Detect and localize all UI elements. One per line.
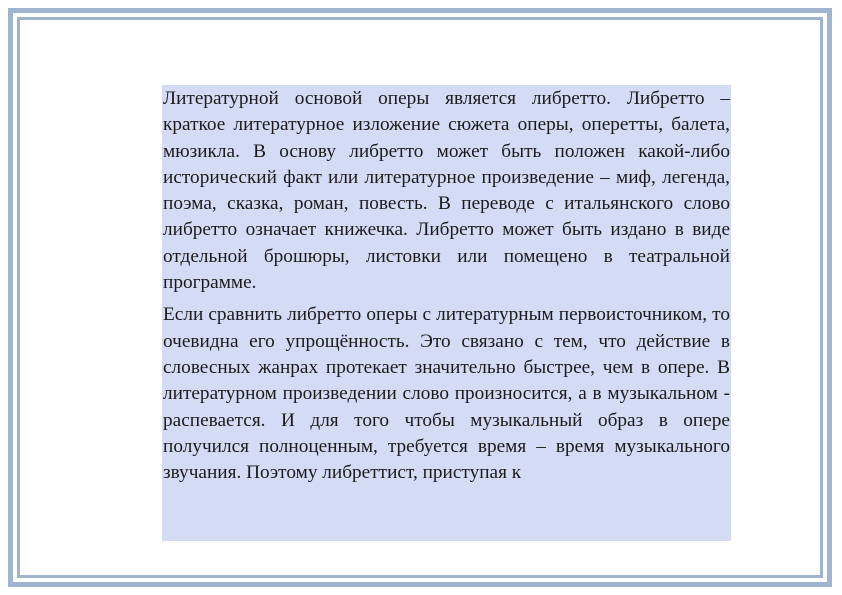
paragraph-libretto-definition: Литературной основой оперы является либретто. Либретто – краткое литературное изложение сюжета оперы, оперетты, балета, мюзикла. В основу либретто может быть положен какой-либо исторический факт или литературное произведение – миф, легенда, поэма, сказка, роман, повесть. В переводе с итальянского слово либретто означает книжечка. Либретто может быть издано в виде отдельной брошюры, листовки или помещено в театральной программе. bbox=[163, 88, 730, 294]
text-block bbox=[162, 85, 731, 541]
paragraph-libretto-comparison: Если сравнить либретто оперы с литературным первоисточником, то очевидна его упрощённость. Это связано с тем, что действие в словесных жанрах протекает значительно быстрее, чем в опере. В литературном произведении слово произносится, а в музыкальном - распевается. И для того чтобы музыкальный образ в опере получился полноценным, требуется время – время музыкального звучания. Поэтому либреттист, приступая к bbox=[163, 304, 730, 484]
